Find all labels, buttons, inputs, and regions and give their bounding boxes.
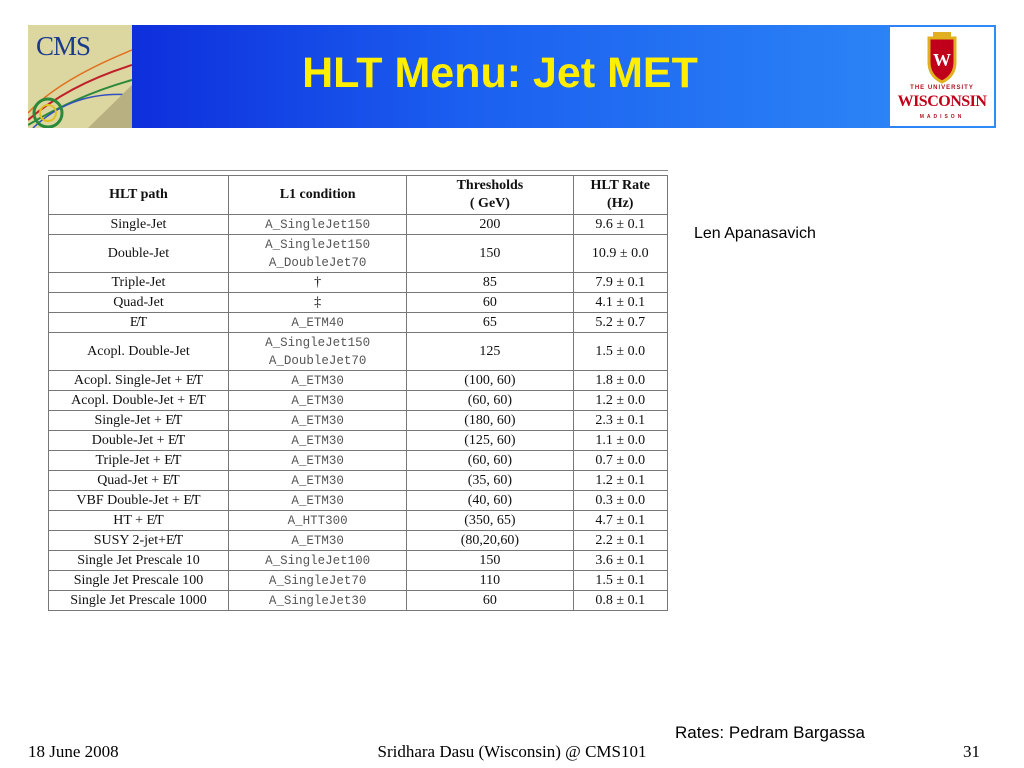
cell-thresholds: 60: [407, 293, 573, 313]
hlt-menu-table-container: [48, 170, 668, 613]
table-header-row: [49, 176, 668, 215]
cell-hlt-path: Single Jet Prescale 10: [49, 551, 229, 571]
cell-hlt-rate: 2.3 ± 0.1: [573, 411, 667, 431]
cell-hlt-path: HT + E̸T: [49, 511, 229, 531]
uw-crest-icon: [925, 30, 959, 84]
cell-l1-condition: [228, 451, 406, 471]
cell-hlt-rate: 0.8 ± 0.1: [573, 591, 667, 611]
l1-condition-line: A_SingleJet150: [265, 335, 371, 350]
cell-hlt-path: Triple-Jet: [49, 273, 229, 293]
cell-hlt-path: Single-Jet: [49, 215, 229, 235]
cell-thresholds: (40, 60): [407, 491, 573, 511]
header-thresholds-line1: Thresholds: [456, 178, 524, 193]
cell-hlt-rate: 1.2 ± 0.0: [573, 391, 667, 411]
rates-credit: Rates: Pedram Bargassa: [675, 723, 865, 742]
cell-l1-condition: [228, 551, 406, 571]
table-row: [49, 293, 668, 313]
l1-condition-line: A_DoubleJet70: [268, 255, 367, 270]
l1-condition-line: A_ETM30: [291, 413, 344, 428]
cell-l1-condition: [228, 235, 406, 273]
table-row: [49, 591, 668, 611]
cell-hlt-path: Quad-Jet + E̸T: [49, 471, 229, 491]
l1-condition-line: A_HTT300: [287, 513, 348, 528]
table-row: [49, 215, 668, 235]
l1-condition-line: †: [314, 274, 322, 290]
table-row: [49, 471, 668, 491]
l1-condition-line: A_ETM30: [291, 453, 344, 468]
cell-l1-condition: [228, 491, 406, 511]
cell-l1-condition: [228, 273, 406, 293]
cell-hlt-rate: 10.9 ± 0.0: [573, 235, 667, 273]
cell-thresholds: (180, 60): [407, 411, 573, 431]
cell-l1-condition: [228, 411, 406, 431]
cell-hlt-path: SUSY 2-jet+E̸T: [49, 531, 229, 551]
cell-hlt-rate: 1.5 ± 0.1: [573, 571, 667, 591]
cell-thresholds: (100, 60): [407, 371, 573, 391]
cell-thresholds: 65: [407, 313, 573, 333]
cell-hlt-rate: 4.1 ± 0.1: [573, 293, 667, 313]
cell-thresholds: (60, 60): [407, 391, 573, 411]
header-rate-line2: (Hz): [607, 196, 634, 211]
cell-hlt-rate: 7.9 ± 0.1: [573, 273, 667, 293]
cell-hlt-path: Single-Jet + E̸T: [49, 411, 229, 431]
l1-condition-line: ‡: [314, 294, 322, 310]
cell-thresholds: (125, 60): [407, 431, 573, 451]
uw-logo-name: WISCONSIN: [897, 93, 987, 110]
cell-thresholds: 150: [407, 551, 573, 571]
slide-title: HLT Menu: Jet MET: [302, 49, 698, 97]
cell-l1-condition: [228, 215, 406, 235]
cell-thresholds: (350, 65): [407, 511, 573, 531]
cell-thresholds: 85: [407, 273, 573, 293]
l1-condition-line: A_ETM30: [291, 373, 344, 388]
footer-presenter: Sridhara Dasu (Wisconsin) @ CMS101: [377, 742, 647, 761]
table-row: [49, 571, 668, 591]
cell-hlt-path: Triple-Jet + E̸T: [49, 451, 229, 471]
cell-thresholds: 110: [407, 571, 573, 591]
table-row: [49, 273, 668, 293]
hlt-menu-table: [48, 175, 668, 611]
l1-condition-line: A_SingleJet100: [265, 553, 371, 568]
header-thresholds: [407, 176, 573, 215]
header-hlt-path: HLT path: [49, 176, 229, 215]
cell-l1-condition: [228, 571, 406, 591]
cell-l1-condition: [228, 531, 406, 551]
cell-l1-condition: [228, 591, 406, 611]
cell-hlt-path: Single Jet Prescale 100: [49, 571, 229, 591]
cell-l1-condition: [228, 391, 406, 411]
uw-logo-upper-text: THE UNIVERSITY: [910, 85, 974, 91]
l1-condition-line: A_ETM40: [291, 315, 344, 330]
cell-hlt-rate: 4.7 ± 0.1: [573, 511, 667, 531]
cell-hlt-rate: 5.2 ± 0.7: [573, 313, 667, 333]
cell-hlt-rate: 2.2 ± 0.1: [573, 531, 667, 551]
l1-condition-line: A_ETM30: [291, 393, 344, 408]
cell-thresholds: 200: [407, 215, 573, 235]
cell-hlt-path: Double-Jet + E̸T: [49, 431, 229, 451]
l1-condition-line: A_ETM30: [291, 473, 344, 488]
cell-l1-condition: [228, 371, 406, 391]
cell-hlt-path: E̸T: [49, 313, 229, 333]
svg-text:W: W: [933, 50, 951, 70]
cell-hlt-path: Double-Jet: [49, 235, 229, 273]
table-row: [49, 451, 668, 471]
l1-condition-line: A_ETM30: [291, 493, 344, 508]
header-thresholds-line2: ( GeV): [469, 196, 510, 211]
cell-l1-condition: [228, 431, 406, 451]
table-row: [49, 511, 668, 531]
cell-thresholds: (35, 60): [407, 471, 573, 491]
header-rate-line1: HLT Rate: [590, 178, 651, 193]
cell-hlt-rate: 1.2 ± 0.1: [573, 471, 667, 491]
table-row: [49, 371, 668, 391]
cell-l1-condition: [228, 511, 406, 531]
cell-hlt-rate: 1.8 ± 0.0: [573, 371, 667, 391]
table-row: [49, 391, 668, 411]
footer-date: 18 June 2008: [28, 742, 119, 761]
cell-l1-condition: [228, 293, 406, 313]
l1-condition-line: A_SingleJet150: [265, 237, 371, 252]
cell-l1-condition: [228, 471, 406, 491]
cms-logo-text: CMS: [36, 31, 91, 61]
cell-l1-condition: [228, 333, 406, 371]
l1-condition-line: A_SingleJet30: [268, 593, 367, 608]
table-row: [49, 235, 668, 273]
table-row: [49, 491, 668, 511]
cell-hlt-rate: 0.3 ± 0.0: [573, 491, 667, 511]
cell-hlt-rate: 1.5 ± 0.0: [573, 333, 667, 371]
cell-hlt-path: Acopl. Double-Jet: [49, 333, 229, 371]
cell-thresholds: (60, 60): [407, 451, 573, 471]
cell-hlt-rate: 0.7 ± 0.0: [573, 451, 667, 471]
table-row: [49, 431, 668, 451]
l1-condition-line: A_ETM30: [291, 533, 344, 548]
cell-hlt-rate: 3.6 ± 0.1: [573, 551, 667, 571]
l1-condition-line: A_DoubleJet70: [268, 353, 367, 368]
cell-hlt-path: Acopl. Double-Jet + E̸T: [49, 391, 229, 411]
cms-logo: [28, 25, 132, 128]
cell-hlt-rate: 9.6 ± 0.1: [573, 215, 667, 235]
cell-hlt-path: Quad-Jet: [49, 293, 229, 313]
table-row: [49, 531, 668, 551]
cell-thresholds: 150: [407, 235, 573, 273]
cell-thresholds: (80,20,60): [407, 531, 573, 551]
cell-l1-condition: [228, 313, 406, 333]
author-credit: Len Apanasavich: [694, 225, 816, 242]
footer-page-number: 31: [963, 742, 980, 761]
cell-thresholds: 125: [407, 333, 573, 371]
table-row: [49, 333, 668, 371]
cell-hlt-path: Single Jet Prescale 1000: [49, 591, 229, 611]
table-row: [49, 313, 668, 333]
uw-logo-lower-text: MADISON: [919, 114, 965, 120]
table-body: [49, 215, 668, 611]
l1-condition-line: A_ETM30: [291, 433, 344, 448]
cell-thresholds: 60: [407, 591, 573, 611]
header-hlt-rate: [573, 176, 667, 215]
l1-condition-line: A_SingleJet150: [265, 217, 371, 232]
cell-hlt-rate: 1.1 ± 0.0: [573, 431, 667, 451]
l1-condition-line: A_SingleJet70: [268, 573, 367, 588]
university-of-wisconsin-logo: [890, 27, 994, 126]
table-row: [49, 551, 668, 571]
table-row: [49, 411, 668, 431]
header-l1-condition: L1 condition: [228, 176, 406, 215]
cell-hlt-path: VBF Double-Jet + E̸T: [49, 491, 229, 511]
cell-hlt-path: Acopl. Single-Jet + E̸T: [49, 371, 229, 391]
